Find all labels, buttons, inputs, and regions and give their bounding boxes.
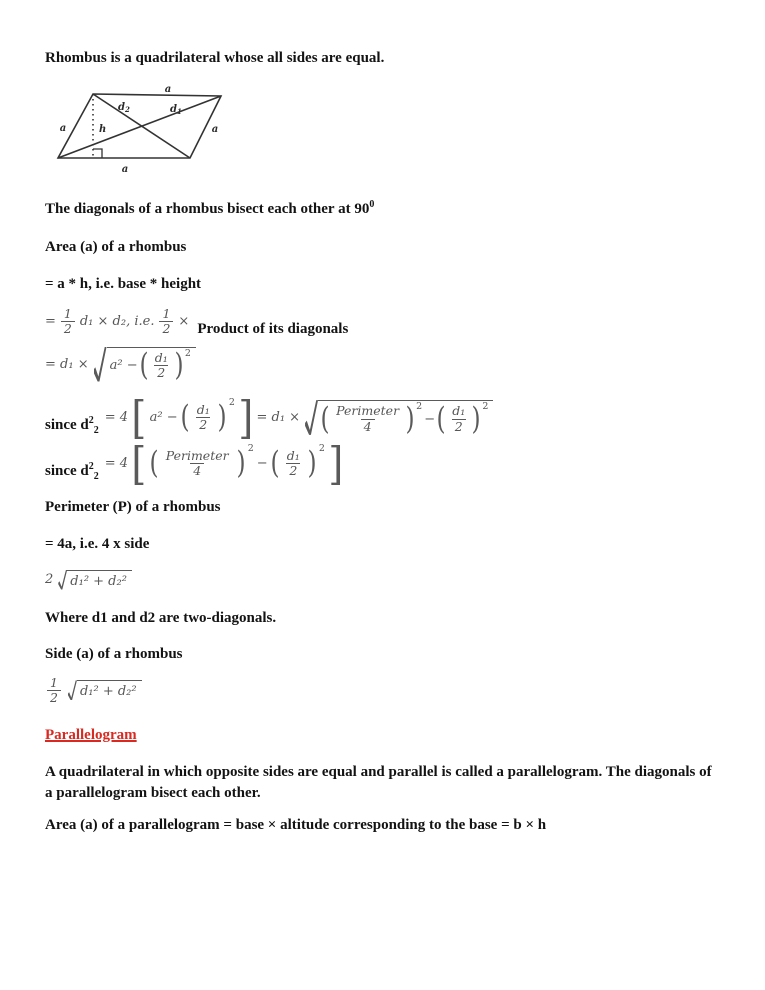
square-root	[68, 680, 142, 700]
since-label: since $d^2_2$	[45, 460, 99, 482]
a-squared-minus: a² −	[149, 410, 178, 425]
formula-half-product	[45, 307, 189, 337]
formula-since-1	[104, 390, 494, 444]
formula-perimeter-sqrt-row	[45, 570, 717, 590]
side-heading: Side (a) of a rhombus	[45, 645, 183, 662]
where-diagonals-line: Where d1 and d2 are two-diagonals.	[45, 609, 277, 626]
label-height: h	[99, 124, 107, 135]
parallelogram-definition: A quadrilateral in which opposite sides are equal and parallel is called a parallelogram. The diagonals of a parallelogram bisect each other.	[45, 764, 712, 802]
fraction-one-half: $\frac{1}{2}$	[47, 676, 61, 706]
product-of-diagonals-label: Product of its diagonals	[197, 320, 349, 337]
label-side-right: a	[211, 124, 219, 135]
formula-since-2	[104, 436, 344, 490]
diagonals-bisect-text: The diagonals of a rhombus bisect each other at 90	[45, 201, 370, 217]
left-paren: (	[270, 445, 280, 482]
area-heading: Area (a) of a rhombus	[45, 239, 187, 255]
minus-sign: −	[424, 411, 436, 427]
left-paren: (	[436, 400, 446, 437]
rhombus-figure	[52, 83, 232, 177]
square-root	[94, 347, 196, 382]
radical-sign	[58, 570, 67, 590]
label-d1: $d_1$	[170, 104, 182, 116]
since-row-2	[45, 436, 717, 490]
radical-sign	[68, 680, 77, 700]
label-d2: $d_2$	[118, 102, 130, 114]
superscript-2: 2	[318, 442, 325, 454]
diagonals-bisect-heading	[45, 199, 717, 220]
equals-4: = 4	[104, 410, 129, 425]
radical-sign	[305, 400, 318, 435]
left-bracket: [	[131, 436, 147, 490]
left-paren: (	[149, 445, 159, 482]
equals-d1-times: = d₁ ×	[256, 410, 301, 425]
perimeter-heading: Perimeter (P) of a rhombus	[45, 498, 221, 515]
radicand: d₁² + d₂²	[77, 680, 142, 700]
right-paren: )	[471, 400, 481, 437]
label-side-bottom: a	[121, 164, 129, 175]
fraction-perimeter-over-4: $\frac{\text{Perimeter}}{4}$	[336, 403, 400, 434]
formula-perimeter-sqrt	[45, 570, 132, 590]
rhombus-definition-heading: Rhombus is a quadrilateral whose all sides are equal.	[45, 50, 385, 66]
right-paren: )	[307, 445, 317, 482]
radicand	[318, 400, 493, 435]
fraction-d1-over-2: $\frac{\text{d₁}}{2}$	[452, 403, 466, 434]
rhombus-diagram	[52, 83, 232, 177]
square-root	[58, 570, 132, 590]
parallelogram-heading: Parallelogram	[45, 727, 137, 744]
formula-d1-sqrt	[45, 347, 196, 382]
fraction-one-half: $\frac{1}{2}$	[61, 307, 75, 337]
times-sign: ×	[178, 314, 190, 330]
fraction-d1-over-2: $\frac{\text{d₁}}{2}$	[196, 401, 210, 432]
lead-d1-times: = d₁ ×	[45, 356, 89, 372]
left-paren: (	[139, 347, 149, 384]
fraction-one-half: $\frac{1}{2}$	[159, 307, 173, 337]
diagonal-d1-line	[58, 96, 221, 158]
equals-sign: =	[45, 314, 56, 330]
left-paren: (	[320, 400, 330, 437]
right-paren: )	[174, 347, 184, 384]
right-paren: )	[405, 400, 415, 437]
left-bracket: [	[131, 390, 147, 444]
superscript-2: 2	[416, 401, 423, 413]
right-bracket: ]	[328, 436, 344, 490]
right-paren: )	[217, 399, 227, 436]
superscript-2: 2	[184, 347, 191, 359]
formula-half-product-row	[45, 307, 717, 337]
radicand	[107, 347, 196, 382]
degree-superscript: 0	[369, 199, 375, 210]
radical-sign	[94, 347, 107, 382]
left-paren: (	[180, 399, 190, 436]
d1-times-d2: d₁ × d₂, i.e.	[79, 314, 155, 330]
right-paren: )	[236, 445, 246, 482]
formula-d1-sqrt-row	[45, 347, 717, 382]
fraction-perimeter-over-4: $\frac{\text{Perimeter}}{4}$	[165, 447, 229, 478]
coefficient-2: 2	[45, 572, 54, 587]
square-root	[305, 400, 493, 435]
perimeter-4a-line: = 4a, i.e. 4 x side	[45, 535, 150, 552]
formula-side-sqrt	[45, 676, 142, 706]
a-squared-minus: a² −	[109, 358, 138, 374]
right-angle-mark	[93, 149, 102, 158]
formula-side-sqrt-row	[45, 676, 717, 706]
radicand: d₁² + d₂²	[67, 570, 132, 590]
superscript-2: 2	[228, 396, 235, 408]
label-side-left: a	[59, 123, 67, 134]
fraction-d1-over-2: $\frac{\text{d₁}}{2}$	[286, 447, 300, 478]
since-row-1	[45, 390, 717, 444]
equals-4: = 4	[104, 456, 129, 471]
fraction-d1-over-2: $\frac{\text{d₁}}{2}$	[154, 349, 168, 381]
label-side-top: a	[164, 84, 172, 95]
since-label: since $d^2_2$	[45, 414, 99, 436]
superscript-2: 2	[247, 442, 254, 454]
right-bracket: ]	[238, 390, 254, 444]
minus-sign: −	[256, 456, 268, 471]
superscript-2: 2	[482, 401, 489, 413]
parallelogram-area-line: Area (a) of a parallelogram = base × altitude corresponding to the base = b × h	[45, 817, 547, 834]
area-base-height-line: = a * h, i.e. base * height	[45, 276, 202, 292]
